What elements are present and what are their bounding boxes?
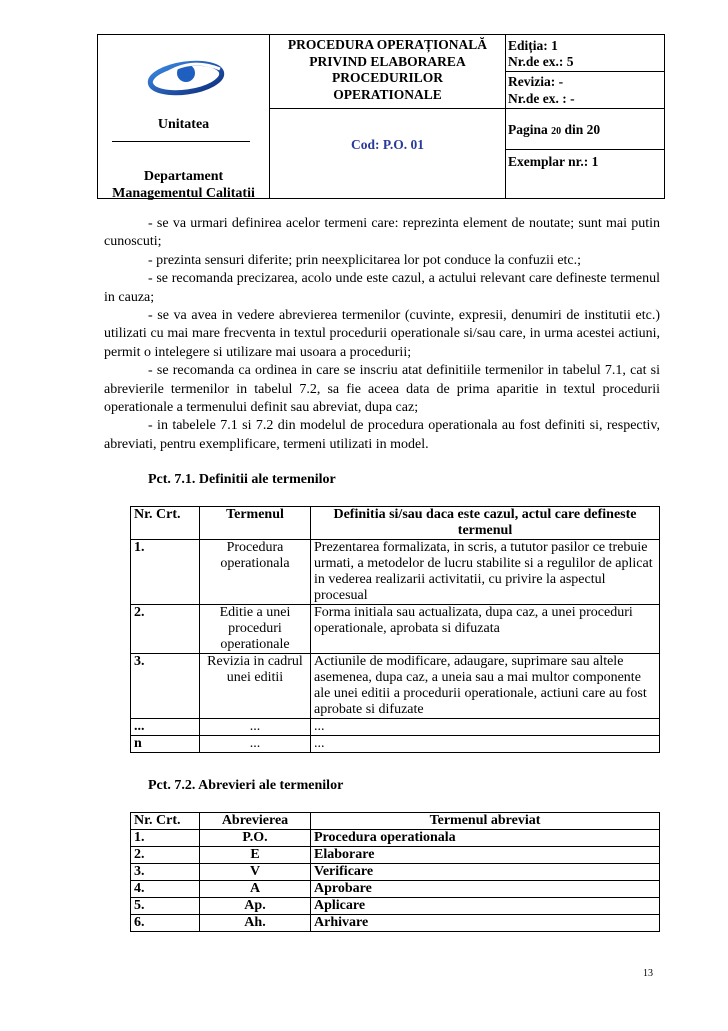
header-cell: Abrevierea — [200, 813, 311, 830]
divider — [506, 149, 664, 150]
unit-label: Unitatea — [157, 117, 210, 132]
table-row: 1. Procedura operationala Prezentarea formalizata, in scris, a tututor pasilor ce trebuie urmati, a metodelor de lucru stabilite si a regulilor de aplicat in vederea realizarii activitatii, cu privire la aspectul procesual — [131, 540, 660, 605]
table-row: 2. Editie a unei proceduri operationale Forma initiala sau actualizata, dupa caz, a unei proceduri operationale, aprobata si difuzata — [131, 605, 660, 654]
header-cell: Definitia si/sau daca este cazul, actul care defineste termenul — [311, 507, 660, 540]
table-row: 2. E Elaborare — [131, 847, 660, 864]
section-title-definitions: Pct. 7.1. Definitii ale termenilor — [148, 472, 336, 487]
header-meta-cell — [506, 35, 664, 198]
paragraph: - prezinta sensuri diferite; prin neexplicitarea lor pot conduce la confuzii etc.; — [148, 252, 582, 268]
table-row: ... ... ... — [131, 719, 660, 736]
unit-underline — [112, 141, 250, 142]
divider — [270, 108, 505, 109]
table-row: 4. A Aprobare — [131, 881, 660, 898]
header-cell: Termenul abreviat — [311, 813, 660, 830]
department-label: Departament Managementul Calitatii — [112, 169, 255, 201]
abbreviations-table — [130, 812, 660, 932]
header-unit-cell — [98, 35, 270, 201]
copies-label: Nr.de ex.: 5 — [508, 54, 574, 69]
paragraph: - se recomanda ca ordinea in care se inscriu atat definitiile termenilor in tabelul 7.1, cat si abrevierile termenilor in tabelul 7.2, sa fie aceea data de prima aparitie in textul procedurii operationale a termenului definit sau abreviat, dupa caz; — [104, 363, 660, 416]
paragraph: - se va avea in vedere abrevierea termenilor (cuvinte, expresii, denumiri de institutii etc.) utilizati cu mai mare frecventa in textul procedurii operationale si/sau care, in urma acestei actiuni, permit o intelegere si utilizare mai usoara a procedurii; — [104, 308, 660, 360]
organization-logo — [146, 45, 226, 100]
table-row: 6. Ah. Arhivare — [131, 915, 660, 932]
document-header — [97, 34, 665, 199]
divider — [506, 71, 664, 72]
exemplar-label: Exemplar nr.: 1 — [508, 154, 599, 169]
procedure-code: Cod: P.O. 01 — [350, 137, 424, 152]
divider — [506, 108, 664, 109]
copies-revision-label: Nr.de ex. : - — [508, 91, 575, 106]
header-cell: Nr. Crt. — [131, 507, 200, 540]
paragraph: - in tabelele 7.1 si 7.2 din modelul de procedura operationala au fost definiti si, respectiv, abreviati, pentru exemplificare, termeni utilizati in model. — [104, 418, 660, 452]
page-number: 13 — [643, 968, 653, 979]
table-row: 3. Revizia in cadrul unei editii Actiunile de modificare, adaugare, suprimare sau altele asemenea, dupa caz, a uneia sau a mai multor componente ale unei editii a procedurii operationale, actiuni care au fost aprobate si difuzate — [131, 654, 660, 719]
table-row: 3. V Verificare — [131, 864, 660, 881]
revision-label: Revizia: - — [508, 74, 564, 89]
table-header-row — [131, 813, 660, 830]
section-title-abbreviations: Pct. 7.2. Abrevieri ale termenilor — [148, 778, 344, 793]
header-cell: Nr. Crt. — [131, 813, 200, 830]
edition-label: Ediția: 1 — [508, 38, 558, 53]
table-row: n ... ... — [131, 736, 660, 753]
header-cell: Termenul — [200, 507, 311, 540]
table-header-row — [131, 507, 660, 540]
table-row: 1. P.O. Procedura operationala — [131, 830, 660, 847]
definitions-table — [130, 506, 660, 753]
page-counter: Pagina 20 din 20 — [508, 122, 601, 137]
procedure-title: PROCEDURA OPERAȚIONALĂ PRIVIND ELABORAREA PROCEDURILOR OPERATIONALE — [287, 37, 488, 102]
header-title-cell — [270, 35, 506, 198]
paragraph: - se va urmari definirea acelor termeni care: reprezinta element de noutate; sunt mai putin cunoscuti; — [104, 216, 660, 250]
body-text — [104, 215, 660, 454]
table-row: 5. Ap. Aplicare — [131, 898, 660, 915]
paragraph: - se recomanda precizarea, acolo unde este cazul, a actului relevant care defineste termenul in cauza; — [104, 271, 660, 305]
